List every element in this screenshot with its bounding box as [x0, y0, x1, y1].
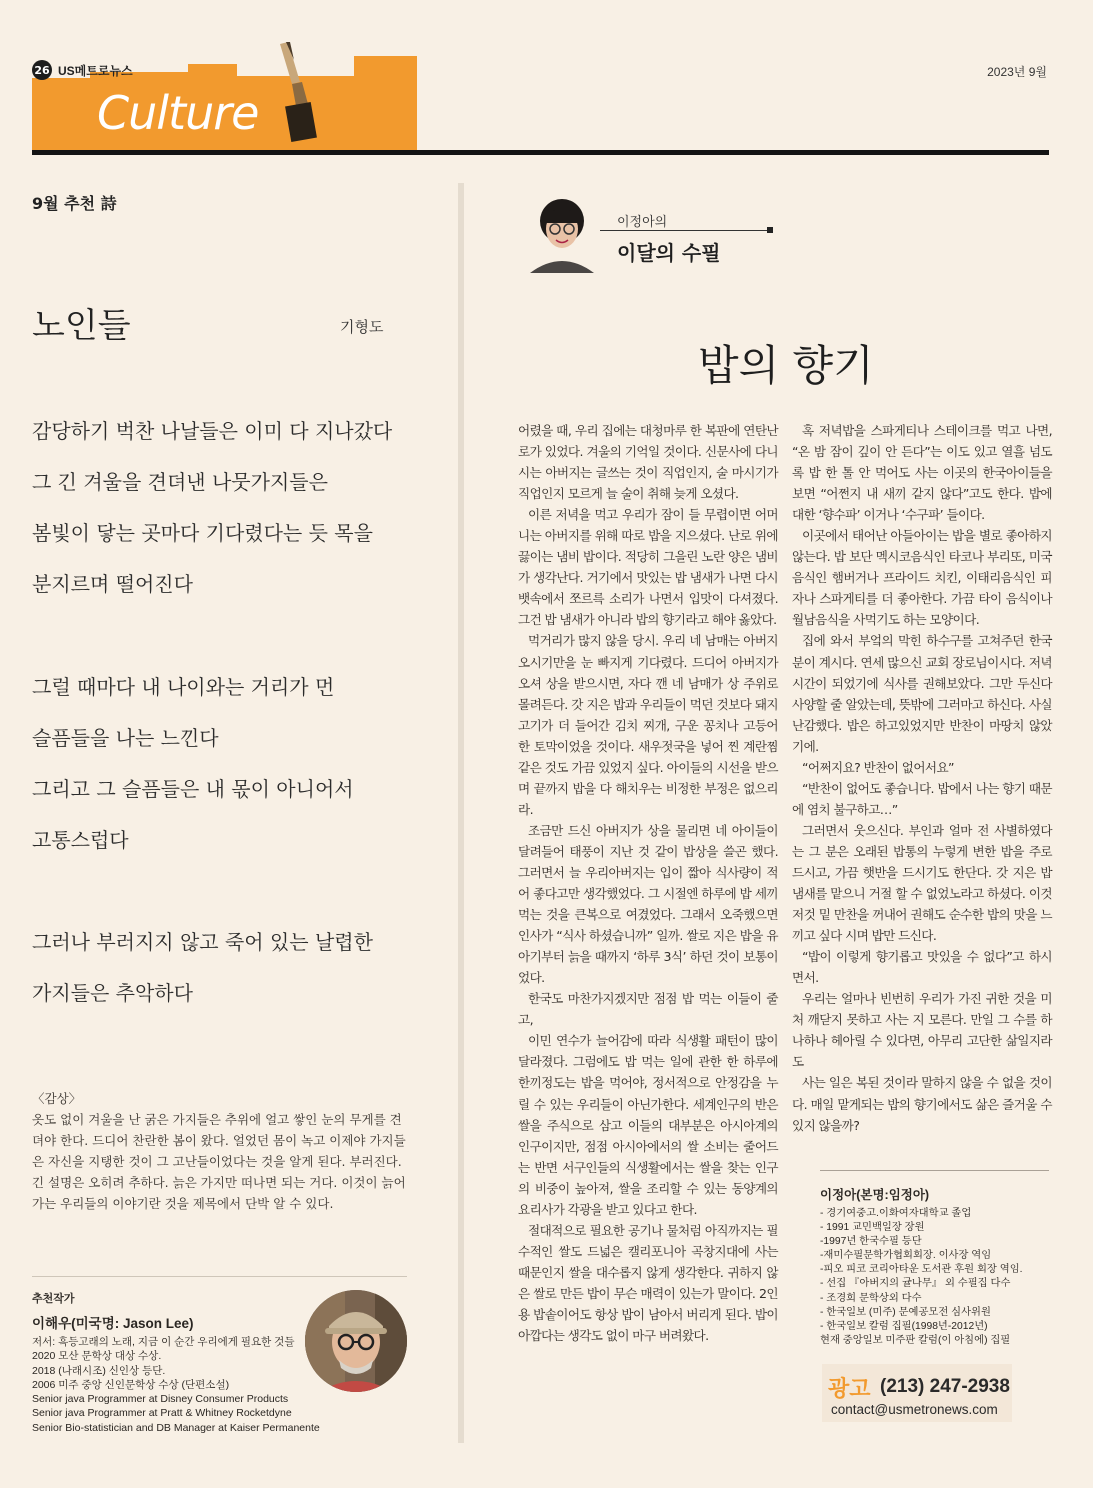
- recommender-detail: 2020 모산 문학상 대상 수상.: [32, 1350, 162, 1363]
- issue-date: 2023년 9월: [987, 65, 1047, 79]
- poem-line: 그러나 부러지지 않고 죽어 있는 날렵한: [32, 930, 373, 954]
- bio-line: - 한국일보 (미주) 문예공모전 심사위원: [820, 1306, 991, 1318]
- review-text: 옷도 없이 겨울을 난 굵은 가지들은 추위에 얼고 쌓인 눈의 무게를 견뎌야 한다. 드디어 찬란한 봄이 왔다. 얼었던 몸이 녹고 이제야 가지들은 자신을 지탱한 것이 그 고난들이었다는 것을 알게 된다. 부러진다. 긴 설명은 오히려 추하다. 늙은 가지만 떠나면 되는 거다. 이것이 늙어가는 우리들의 이야기란 것을 제목에서 단박 알 수 있다.: [32, 1112, 406, 1211]
- essay-paragraph: 우리는 얼마나 빈번히 우리가 가진 귀한 것을 미처 깨닫지 못하고 사는 지 모른다. 만일 그 수를 하나하나 헤아릴 수 있다면, 아무리 고단한 삶일지라도: [792, 991, 1052, 1070]
- poem-line: 분지르며 떨어진다: [32, 572, 193, 596]
- essay-paragraph: 어렸을 때, 우리 집에는 대청마루 한 복판에 연탄난로가 있었다. 겨울의 기억일 것이다. 신문사에 다니시는 아버지는 글쓰는 것이 직업인지, 술 마시기가 직업인지 모르게 늘 술이 취해 늦게 오셨다.: [518, 423, 778, 502]
- recommender-name: 이해우(미국명: Jason Lee): [32, 1316, 194, 1331]
- recommender-detail: 2018 (나래시조) 신인상 등단.: [32, 1364, 166, 1377]
- recommender-detail: Senior Bio-statistician and DB Manager at Kaiser Permanente: [32, 1421, 320, 1434]
- poem-line: 그 긴 겨울을 견뎌낸 나뭇가지들은: [32, 470, 328, 494]
- page-number-badge: 26: [32, 60, 52, 80]
- ad-label: 광고: [828, 1377, 871, 1402]
- author-portrait-photo: [305, 1290, 407, 1392]
- poem-line: 봄빛이 닿는 곳마다 기다렸다는 듯 목을: [32, 521, 373, 545]
- ad-email-link[interactable]: contact@usmetronews.com: [831, 1402, 998, 1417]
- column-divider: [458, 183, 464, 1443]
- poem-line: 그럴 때마다 내 나이와는 거리가 먼: [32, 675, 335, 699]
- essay-paragraph: “밥이 이렇게 향기롭고 맛있을 수 없다”고 하시면서.: [792, 949, 1052, 986]
- essay-column-1: [518, 420, 778, 1346]
- publication-name: US메트로뉴스: [58, 64, 133, 78]
- essay-paragraph: 먹거리가 많지 않을 당시. 우리 네 남매는 아버지오시기만을 눈 빠지게 기다렸다. 드디어 아버지가 오셔 상을 받으시면, 자다 깬 네 남매가 상 주위로 몰려든다. 갓 지은 밥과 우리들이 먹던 것보다 돼지고기가 더 들어간 김치 찌개, 구운 꽁치나 고등어 한 토막이었을 것이다. 새우젓국을 넣어 찐 계란찜 같은 것도 가끔 있었지 싶다. 아이들의 시선을 받으며 끝까지 밥을 다 해치우는 비정한 부정은 없으리라.: [518, 633, 778, 817]
- essay-paragraph: 이른 저녁을 먹고 우리가 잠이 들 무렵이면 어머니는 아버지를 위해 따로 밥을 지으셨다. 난로 위에 끓이는 냄비 밥이다. 적당히 그을린 노란 양은 냄비가 생각난다. 거기에서 맛있는 밥 냄새가 나면 다시 뱃속에서 쪼르륵 소리가 나면서 입맛이 다셔졌다. 그건 밥 냄새가 아니라 밥의 향기라고 해야 옳았다.: [518, 507, 778, 628]
- bio-line: - 선집 『아버지의 귤나무』 외 수필집 다수: [820, 1278, 1011, 1290]
- poem-line: 고통스럽다: [32, 828, 129, 852]
- recommender-detail: 2006 미주 중앙 신인문학상 수상 (단편소설): [32, 1378, 230, 1391]
- essayist-portrait: [526, 193, 596, 273]
- essay-paragraph: 이민 연수가 늘어감에 따라 식생활 패턴이 많이 달라졌다. 그럼에도 밥 먹는 일에 관한 한 하루에 한끼정도는 밥을 먹어야, 정서적으로 안정감을 누릴 수 있는 우리들이 아닌가한다. 세계인구의 반은 쌀을 주식으로 삼고 이들의 대부분은 아시아계의 인구이지만, 점점 아시아에서의 쌀 소비는 줄어드는 반면 서구인들의 식생활에서는 쌀을 찾는 인구의 비중이 높아져, 쌀을 조리할 수 있는 동양계의 요리사가 각광을 받고 있다고 한다.: [518, 1033, 778, 1217]
- poem-review: [32, 1088, 410, 1214]
- recommender-detail: 저서: 흑등고래의 노래, 지금 이 순간 우리에게 필요한 것들: [32, 1336, 295, 1348]
- poem-line: 슬픔들을 나는 느낀다: [32, 726, 219, 750]
- recommender-detail: Senior java Programmer at Disney Consumer Products: [32, 1393, 289, 1406]
- byline-rule: [600, 230, 770, 231]
- byline-square-icon: [767, 227, 773, 233]
- bio-line: -재미수필문학가협회회장. 이사장 역임: [820, 1250, 992, 1262]
- poem-section-heading: 9월 추천 詩: [32, 194, 117, 213]
- bio-line: - 1991 교민백일장 장원: [820, 1222, 925, 1234]
- essay-paragraph: “어쩌지요? 반찬이 없어서요”: [802, 759, 954, 775]
- essay-paragraph: 혹 저녁밥을 스파게티나 스테이크를 먹고 나면, “온 밤 잠이 깊이 안 든다”는 이도 있고 열흘 넘도록 밥 한 톨 안 먹어도 사는 이곳의 한국아이들을 보면 “어쩐지 내 새끼 같지 않다”고도 한다. 밥에 대한 ‘향수파’ 이거나 ‘수구파’ 들이다.: [792, 423, 1052, 523]
- essay-byline-name: 이정아의: [617, 215, 668, 230]
- header-rule: [32, 150, 1049, 155]
- bio-line: -1997년 한국수필 등단: [820, 1236, 922, 1248]
- bio-line: -피오 피코 코리아타운 도서관 후원 회장 역임.: [820, 1264, 1023, 1276]
- bio-rule: [820, 1170, 1049, 1171]
- essay-byline-title: 이달의 수필: [617, 241, 721, 265]
- essay-title: 밥의 향기: [698, 341, 874, 390]
- section-rule: [32, 1276, 407, 1277]
- bio-line: - 경기여중고.이화여자대학교 졸업: [820, 1208, 972, 1219]
- essay-paragraph: 한국도 마찬가지겠지만 점점 밥 먹는 이들이 줄고,: [518, 991, 778, 1028]
- poem-line: 감당하기 벅찬 나날들은 이미 다 지나갔다: [32, 419, 393, 443]
- essay-paragraph: 절대적으로 필요한 공기나 물처럼 아직까지는 필수적인 쌀도 드넓은 캘리포니아 곡창지대에 사는 때문인지 쌀을 대수롭지 않게 생각한다. 귀하지 않은 쌀로 만든 밥이 무슨 매력이 있는가 말이다. 2인용 밥솥이어도 항상 밥이 남아서 버리게 된다. 밥이 아깝다는 생각도 없이 마구 버려왔다.: [518, 1222, 778, 1344]
- essay-paragraph: 사는 일은 복된 것이라 말하지 않을 수 없을 것이다. 매일 맡게되는 밥의 향기에서도 삶은 즐거울 수 있지 않을까?: [792, 1075, 1052, 1133]
- review-label: 〈감상〉: [32, 1091, 82, 1106]
- recommender-label: 추천작가: [32, 1293, 75, 1305]
- bio-line: - 조경희 문학상외 다수: [820, 1292, 922, 1304]
- essay-paragraph: 집에 와서 부엌의 막힌 하수구를 고쳐주던 한국분이 계시다. 연세 많으신 교회 장로님이시다. 저녁시간이 되었기에 식사를 권해보았다. 그만 두신다 사양할 줄 알았는데, 뜻밖에 그러마고 하신다. 사실 난감했다. 밥은 하고있었지만 반찬이 마땅치 않았기에.: [792, 633, 1052, 754]
- essay-paragraph: 조금만 드신 아버지가 상을 물리면 네 아이들이 달려들어 태풍이 지난 것 같이 밥상을 쓸곤 했다. 그러면서 늘 우리아버지는 입이 짧아 식사량이 적어 좋다고만 생각했었다. 그 시절엔 하루에 밥 세끼 먹는 것을 큰복으로 여겼었다. 그래서 오죽했으면 인사가 “식사 하셨습니까” 일까. 쌀로 지은 밥을 유아기부터 늙을 때까지 ‘하루 3식’ 하던 것이 보통이었다.: [518, 822, 778, 986]
- bio-line: - 한국일보 칼럼 집필(1998년-2012년): [820, 1320, 988, 1332]
- poem-line: 가지들은 추악하다: [32, 981, 193, 1005]
- essay-paragraph: 이곳에서 태어난 아들아이는 밥을 별로 좋아하지 않는다. 밥 보단 멕시코음식인 타코나 부리또, 미국음식인 햄버거나 프라이드 치킨, 이태리음식인 피자나 스파게티를 더 좋아한다. 가끔 타이 음식이나 월남음식을 사먹기도 하는 모양이다.: [792, 528, 1052, 628]
- essay-paragraph: 그러면서 웃으신다. 부인과 얼마 전 사별하였다는 그 분은 오래된 밥통의 누렇게 변한 밥을 주로 드시고, 가끔 햇반을 드시기도 한단다. 갓 지은 밥 냄새를 맡으니 거절 할 수 없었노라고 하셨다. 이것저것 밑 만찬을 꺼내어 권해도 순수한 밥의 맛을 느끼고 싶다 시며 밥만 드신다.: [792, 822, 1052, 944]
- essay-paragraph: “반찬이 없어도 좋습니다. 밥에서 나는 향기 때문에 염치 불구하고…”: [792, 780, 1052, 817]
- essayist-bio-name: 이정아(본명:임정아): [820, 1188, 930, 1202]
- essay-column-2: [792, 420, 1052, 1136]
- recommender-detail: Senior java Programmer at Pratt & Whitney Rocketdyne: [32, 1407, 292, 1420]
- bio-line: 현재 중앙일보 미주판 칼럼(이 아침에) 집필: [820, 1334, 1011, 1346]
- poem-title: 노인들: [32, 306, 131, 346]
- section-banner-title: Culture: [97, 86, 259, 140]
- essayist-bio: [820, 1185, 1060, 1348]
- ad-phone[interactable]: (213) 247-2938: [880, 1376, 1010, 1397]
- poem-author: 기형도: [340, 318, 384, 336]
- recommender-info: [32, 1290, 322, 1435]
- poem-line: 그리고 그 슬픔들은 내 몫이 아니어서: [32, 777, 354, 801]
